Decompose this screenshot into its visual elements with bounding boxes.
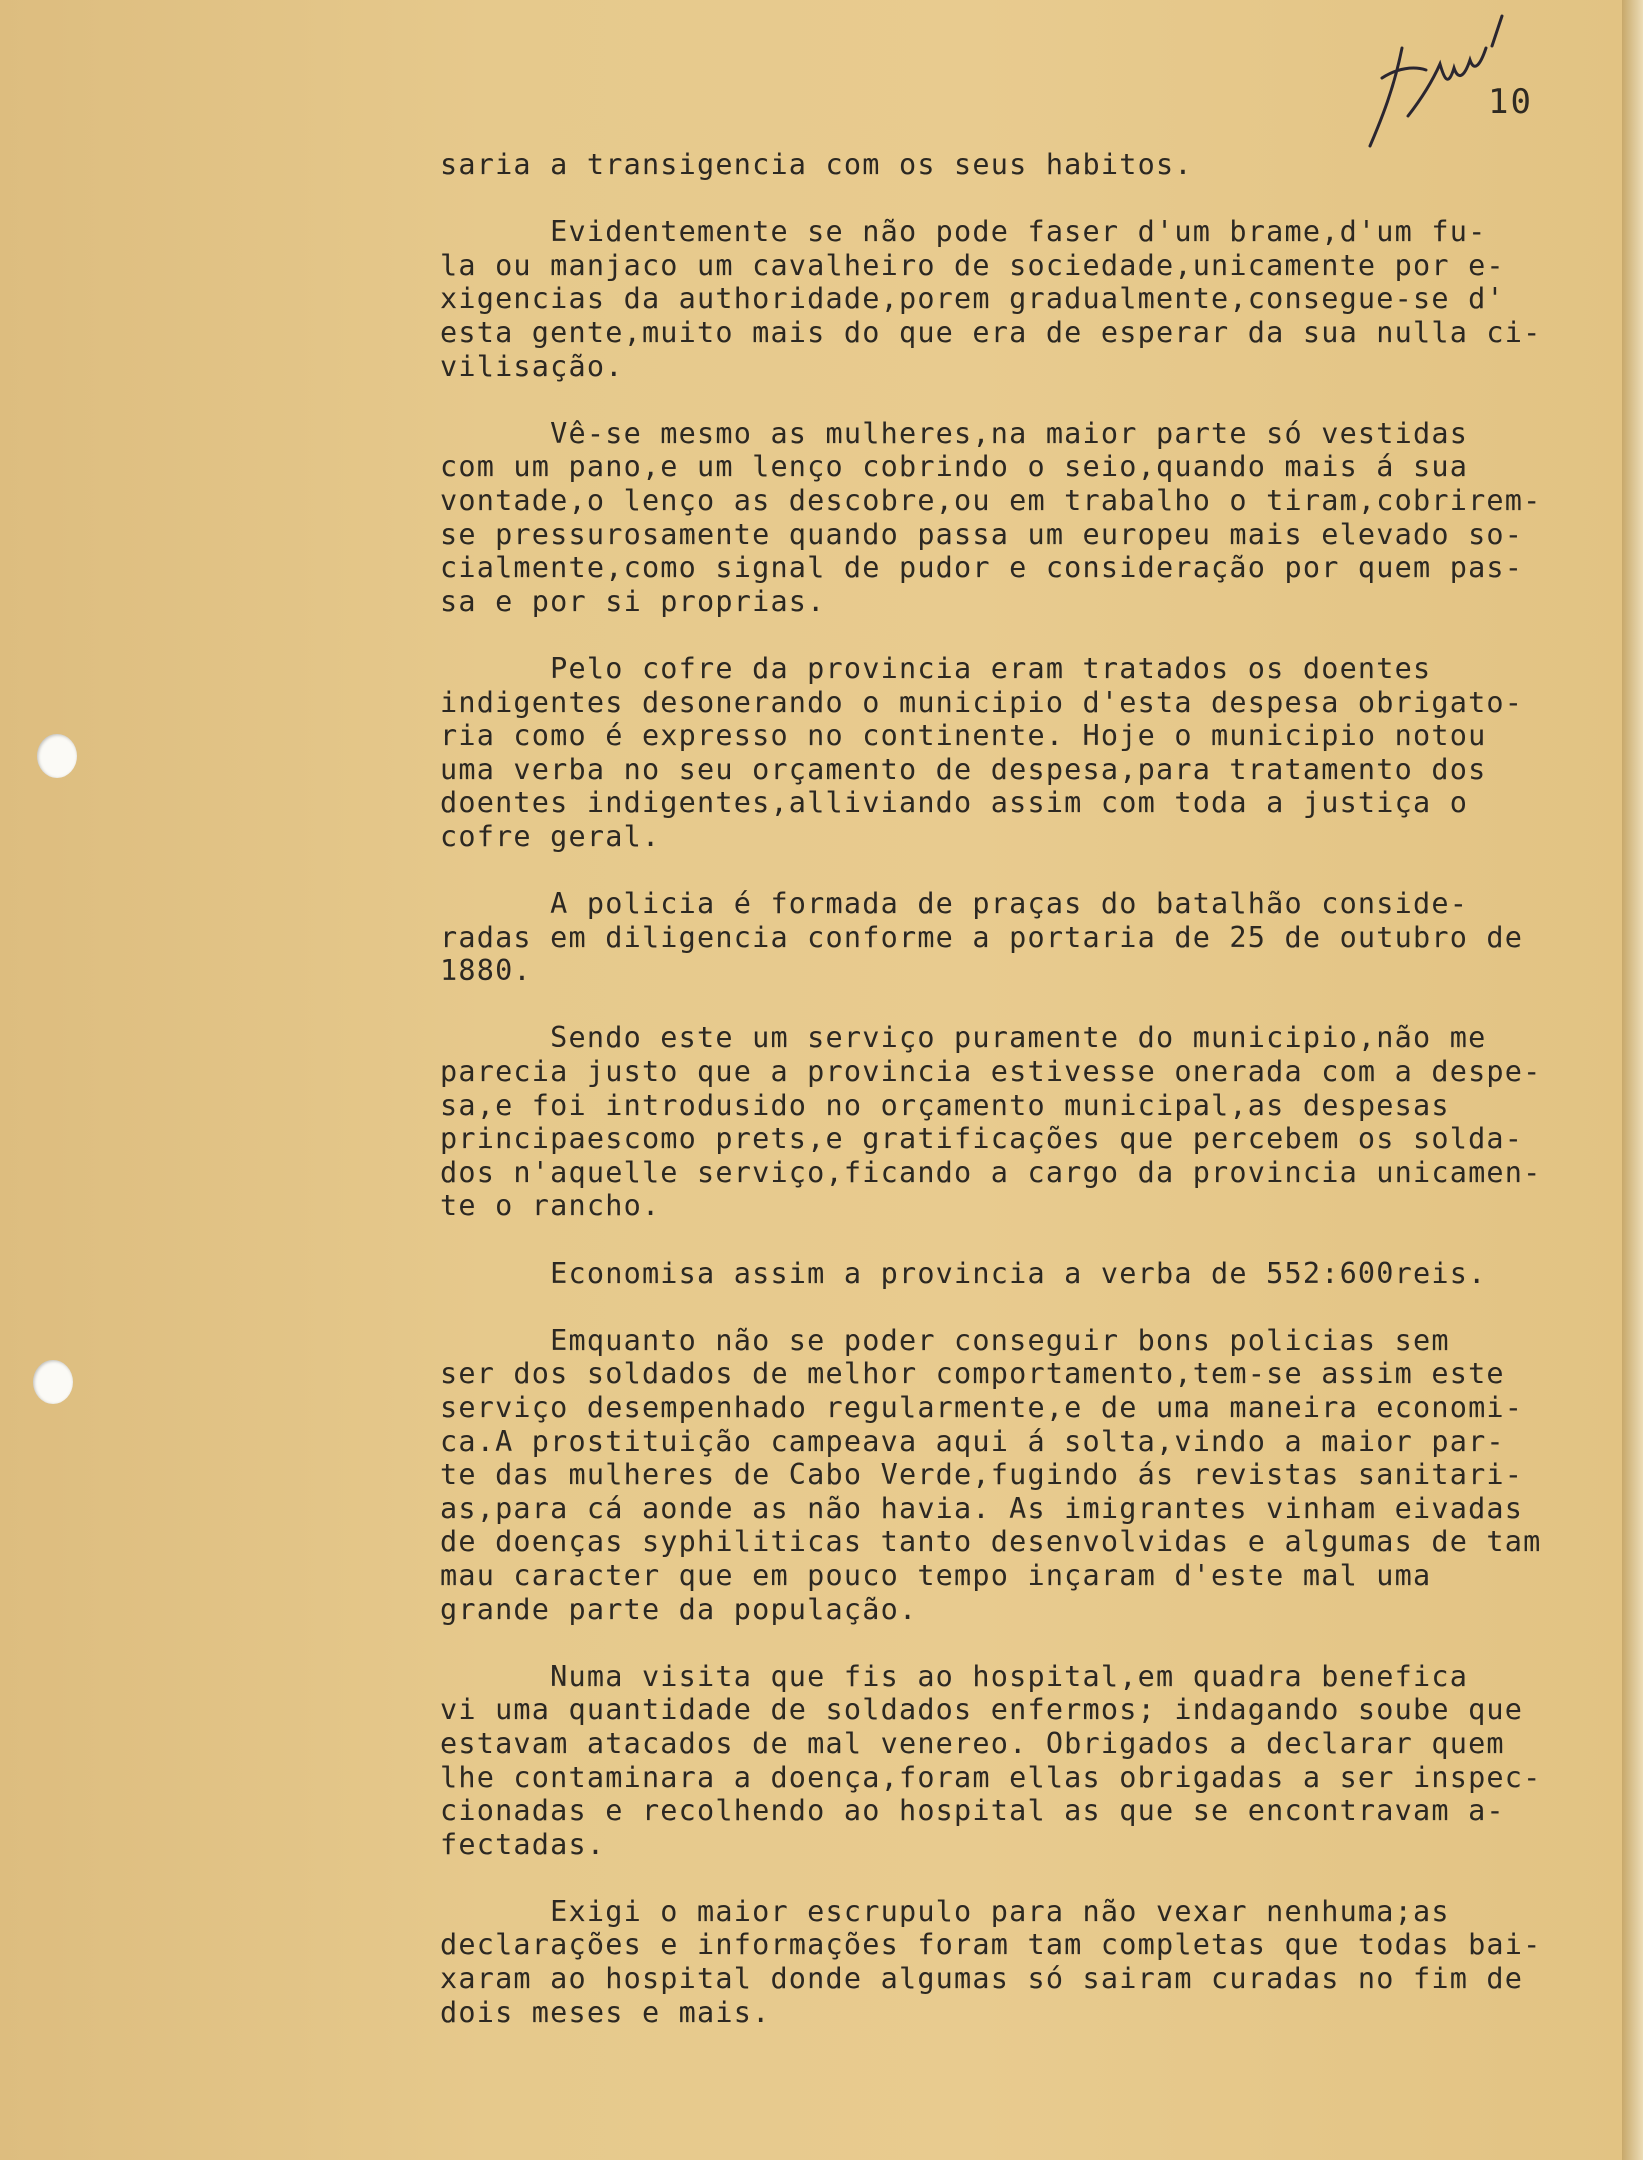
text-line: A policia é formada de praças do batalhão conside- [440, 887, 1469, 921]
text-line: vontade,o lenço as descobre,ou em trabalho o tiram,cobrirem- [440, 483, 1542, 517]
text-line: Exigi o maior escrupulo para não vexar nenhuma;as [440, 1894, 1450, 1928]
text-line: la ou manjaco um cavalheiro de sociedade,unicamente por e- [440, 248, 1505, 282]
text-line: principaescomo prets,e gratificações que percebem os solda- [440, 1122, 1524, 1156]
text-line: Pelo cofre da provincia eram tratados os doentes [440, 651, 1432, 685]
text-line: serviço desempenhado regularmente,e de uma maneira economi- [440, 1390, 1524, 1424]
text-line: uma verba no seu orçamento de despesa,para tratamento dos [440, 752, 1487, 786]
text-line: Numa visita que fis ao hospital,em quadra benefica [440, 1659, 1469, 1693]
text-line: Vê-se mesmo as mulheres,na maior parte só vestidas [440, 416, 1469, 450]
document-body [440, 148, 1620, 2063]
page-edge [1622, 0, 1643, 2160]
text-line: com um pano,e um lenço cobrindo o seio,quando mais á sua [440, 450, 1469, 484]
paragraph [440, 148, 1620, 182]
text-line: sa,e foi introdusido no orçamento municipal,as despesas [440, 1088, 1450, 1122]
page-number: 10 [1488, 82, 1533, 122]
paragraph [440, 1257, 1620, 1291]
text-line: 1880. [440, 954, 532, 988]
text-line: Emquanto não se poder conseguir bons policias sem [440, 1323, 1450, 1357]
paragraph [440, 215, 1620, 383]
paragraph [440, 887, 1620, 988]
text-line: xigencias da authoridade,porem gradualmente,consegue-se d' [440, 282, 1505, 316]
text-line: ser dos soldados de melhor comportamento,tem-se assim este [440, 1357, 1505, 1391]
paragraph [440, 1895, 1620, 2029]
text-line: te das mulheres de Cabo Verde,fugindo ás revistas sanitari- [440, 1458, 1524, 1492]
text-line: indigentes desonerando o municipio d'esta despesa obrigato- [440, 685, 1524, 719]
text-line: se pressurosamente quando passa um europeu mais elevado so- [440, 517, 1524, 551]
text-line: doentes indigentes,alliviando assim com toda a justiça o [440, 786, 1469, 820]
text-line: esta gente,muito mais do que era de esperar da sua nulla ci- [440, 315, 1542, 349]
text-line: Evidentemente se não pode faser d'um brame,d'um fu- [440, 215, 1487, 249]
paragraph [440, 652, 1620, 854]
text-line: ria como é expresso no continente. Hoje o municipio notou [440, 719, 1487, 753]
text-line: Economisa assim a provincia a verba de 552:600reis. [440, 1256, 1487, 1290]
text-line: declarações e informações foram tam completas que todas bai- [440, 1928, 1542, 1962]
text-line: radas em diligencia conforme a portaria de 25 de outubro de [440, 920, 1524, 954]
text-line: fectadas. [440, 1827, 606, 1861]
text-line: sa e por si proprias. [440, 584, 826, 618]
text-line: estavam atacados de mal venereo. Obrigados a declarar quem [440, 1726, 1505, 1760]
text-line: dois meses e mais. [440, 1995, 771, 2029]
text-line: dos n'aquelle serviço,ficando a cargo da provincia unicamen- [440, 1155, 1542, 1189]
text-line: vilisação. [440, 349, 624, 383]
text-line: grande parte da população. [440, 1592, 918, 1626]
text-line: cionadas e recolhendo ao hospital as que se encontravam a- [440, 1794, 1505, 1828]
text-line: xaram ao hospital donde algumas só sairam curadas no fim de [440, 1962, 1524, 1996]
text-line: as,para cá aonde as não havia. As imigrantes vinham eivadas [440, 1491, 1524, 1525]
text-line: mau caracter que em pouco tempo inçaram d'este mal uma [440, 1558, 1432, 1592]
paragraph [440, 1021, 1620, 1223]
text-line: cialmente,como signal de pudor e consideração por quem pas- [440, 551, 1524, 585]
paragraph [440, 1324, 1620, 1626]
text-line: vi uma quantidade de soldados enfermos; indagando soube que [440, 1693, 1524, 1727]
punch-hole-bottom [33, 1360, 73, 1404]
paragraph [440, 417, 1620, 619]
paragraph [440, 1660, 1620, 1862]
text-line: lhe contaminara a doença,foram ellas obrigadas a ser inspec- [440, 1760, 1542, 1794]
text-line: ca.A prostituição campeava aqui á solta,vindo a maior par- [440, 1424, 1505, 1458]
text-line: cofre geral. [440, 819, 661, 853]
text-line: de doenças syphiliticas tanto desenvolvidas e algumas de tam [440, 1525, 1542, 1559]
text-line: saria a transigencia com os seus habitos. [440, 148, 1193, 181]
text-line: Sendo este um serviço puramente do municipio,não me [440, 1021, 1487, 1055]
text-line: parecia justo que a provincia estivesse onerada com a despe- [440, 1055, 1542, 1089]
punch-hole-top [37, 734, 77, 778]
text-line: te o rancho. [440, 1189, 661, 1223]
